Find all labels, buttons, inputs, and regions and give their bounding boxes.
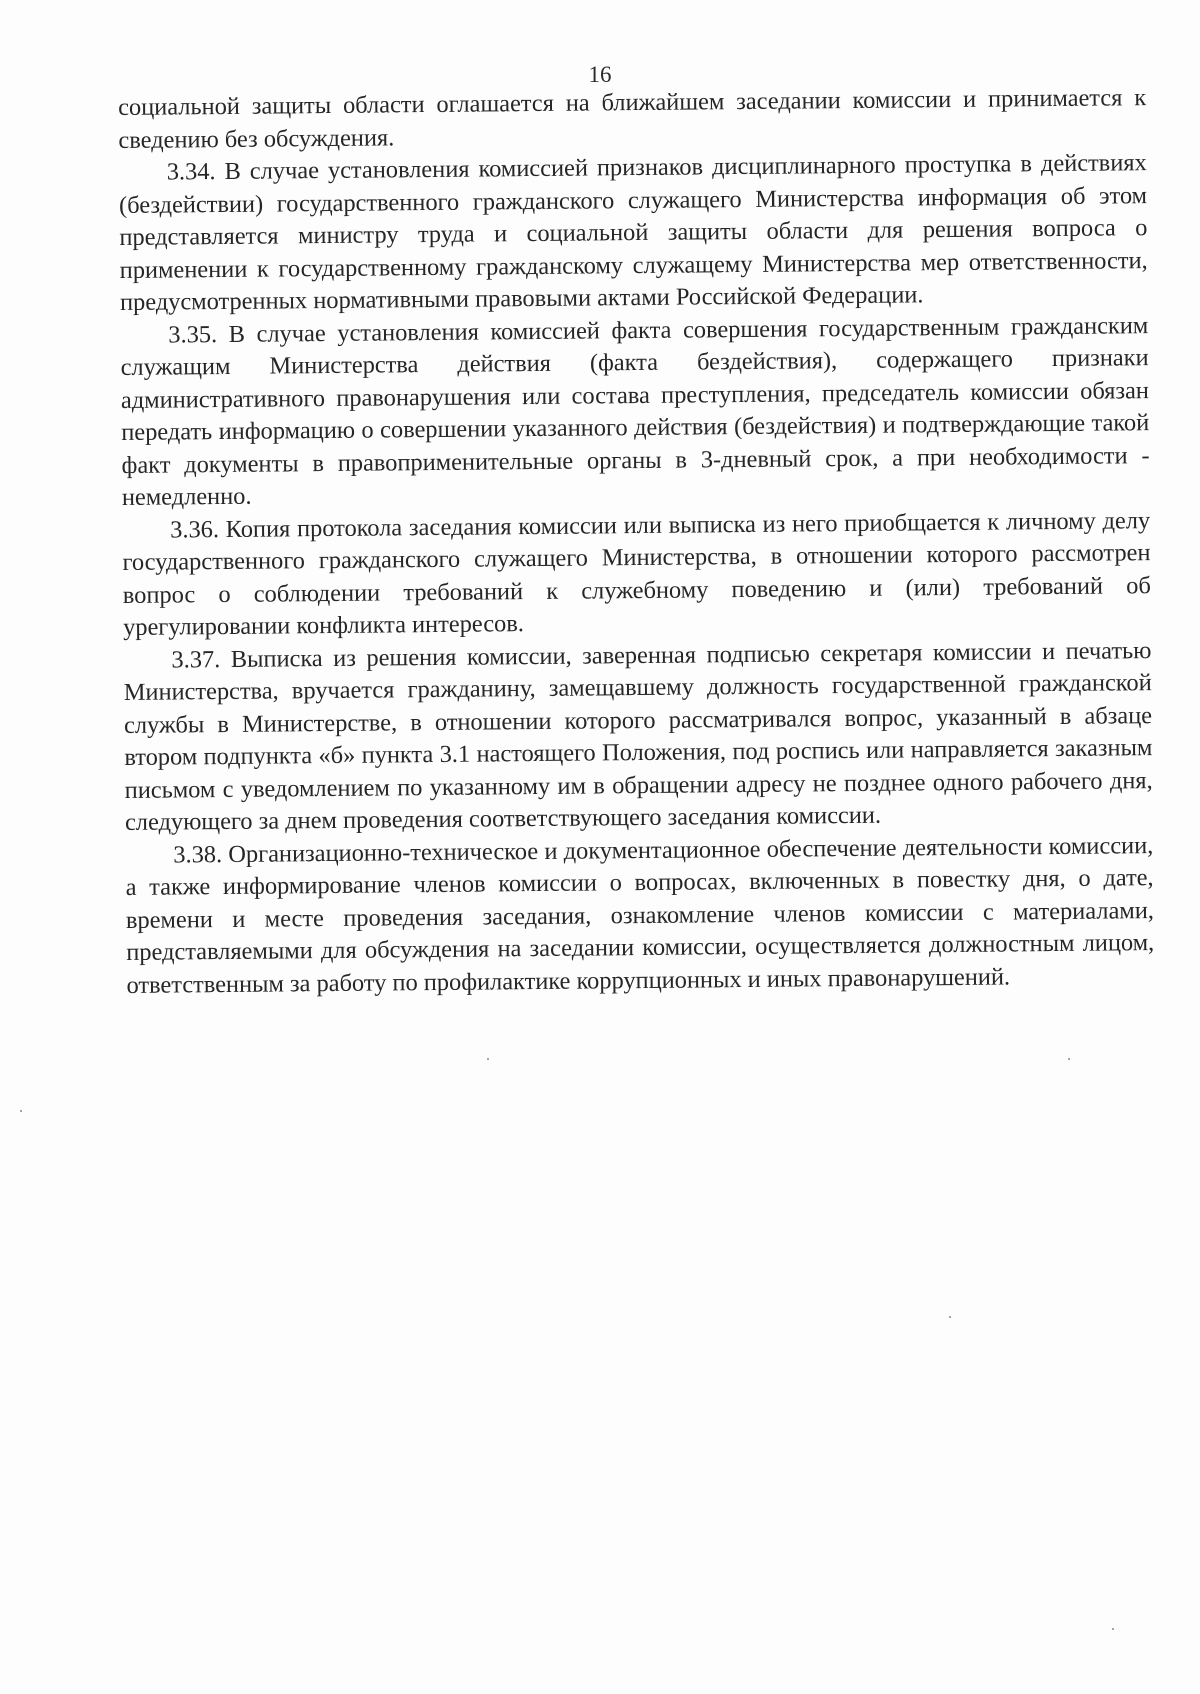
page-number: 16: [588, 62, 612, 87]
paragraph-continued: социальной защиты области оглашается на ближайшем заседании комиссии и принимается к сведению без обсуждения.: [118, 84, 1147, 154]
paragraph-3-36: 3.36. Копия протокола заседания комиссии или выписка из него приобщается к личному делу государственного гражданского служащего Министерства, в отношении которого рассмотрен вопрос о соблюдении требований к служебному поведению и (или) требований об урегулировании конфликта интересов.: [122, 506, 1151, 641]
scan-speck: [487, 1058, 489, 1060]
paragraph-3-38: 3.38. Организационно-техническое и документационное обеспечение деятельности комиссии, а также информирование членов комиссии о вопросах, включенных в повестку дня, о дате, времени и месте проведения заседания, ознакомление членов комиссии с материалами, представляемыми для обсуждения на заседании комиссии, осуществляется должностным лицом, ответственным за работу по профилактике коррупционных и иных правонарушений.: [125, 831, 1155, 999]
scan-speck: [1068, 1058, 1070, 1060]
document-body: [118, 82, 1155, 1002]
paragraph-3-37: 3.37. Выписка из решения комиссии, заверенная подписью секретаря комиссии и печатью Министерства, вручается гражданину, замещавшему должность государственной гражданской службы в Министерстве, в отношении которого рассматривался вопрос, указанный в абзаце втором подпункта «б» пункта 3.1 настоящего Положения, под роспись или направляется заказным письмом с уведомлением по указанному им в обращении адресу не позднее одного рабочего дня, следующего за днем проведения соответствующего заседания комиссии.: [123, 636, 1153, 836]
scan-speck: [949, 1316, 951, 1318]
scan-speck: [20, 1110, 22, 1112]
paragraph-3-34: 3.34. В случае установления комиссией признаков дисциплинарного проступка в действиях (бездействии) государственного гражданского служащего Министерства информация об этом представляется министру труда и социальной защиты области для решения вопроса о применении к государственному гражданскому служащему Министерства мер ответственности, предусмотренных нормативными правовыми актами Российской Федерации.: [118, 149, 1148, 316]
paragraph-3-35: 3.35. В случае установления комиссией факта совершения государственным гражданским служащим Министерства действия (факта бездействия), содержащего признаки административного правонарушения или состава преступления, председатель комиссии обязан передать информацию о совершении указанного действия (бездействия) и подтверждающие такой факт документы в правоприменительные органы в 3-дневный срок, а при необходимости - немедленно.: [120, 311, 1150, 511]
scan-speck: [1112, 1628, 1114, 1630]
